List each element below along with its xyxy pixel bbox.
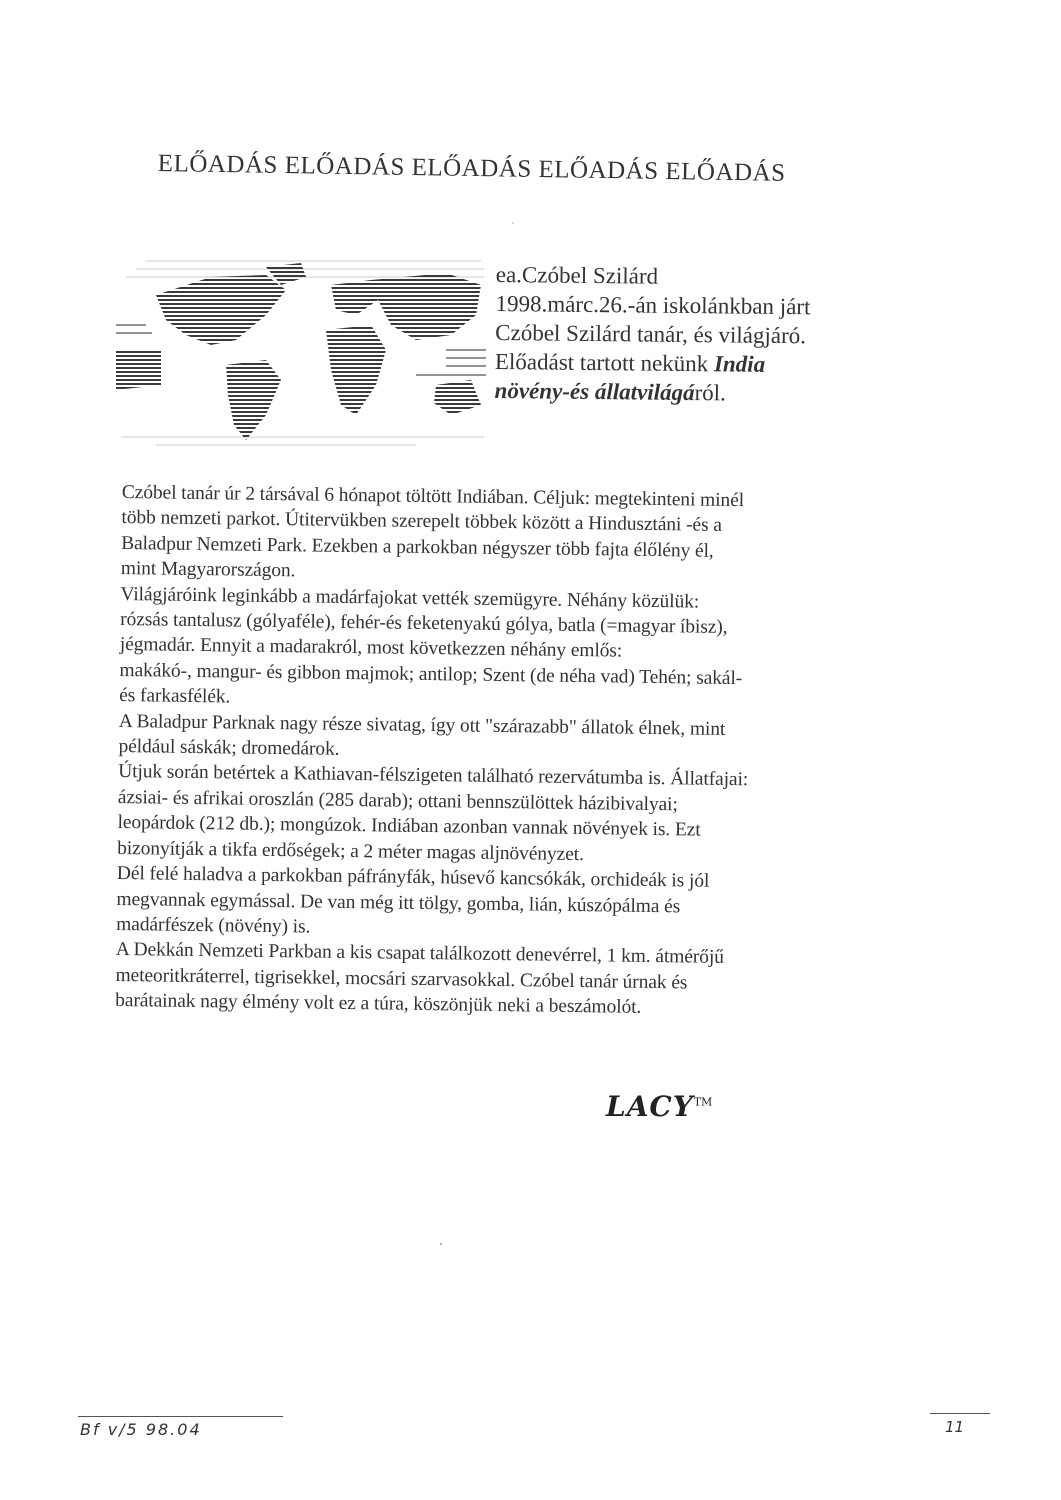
lecturer-line: ea.Czóbel Szilárd — [495, 261, 659, 289]
topic-highlight: India — [713, 351, 766, 377]
trademark-mark: TM — [693, 1095, 713, 1109]
body-line: például sáskák; dromedárok. — [118, 736, 340, 760]
body-line: megvannak egymással. De van még itt tölgy, gomba, lián, kúszópálma és — [116, 888, 681, 917]
body-line: leopárdok (212 db.); mongúzok. Indiában azonban vannak növények is. Ezt — [117, 812, 701, 841]
footer-rule — [78, 1416, 283, 1417]
author-signature — [606, 1090, 712, 1123]
body-line: rózsás tantalusz (gólyaféle), fehér-és feketenyakú gólya, batla (=magyar íbisz), — [120, 609, 728, 638]
article-body — [115, 480, 912, 1024]
body-line: ázsiai- és afrikai oroszlán (285 darab); ottani bennszülöttek házibivalyai; — [117, 786, 678, 816]
body-line: Baladpur Nemzeti Park. Ezekben a parkokban négyszer több fajta élőlény él, — [121, 532, 714, 562]
body-line: Világjáróink leginkább a madárfajokat vették szemügyre. Néhány közülük: — [120, 583, 700, 613]
body-line: mint Magyarországon. — [120, 558, 296, 582]
page-title: ELŐADÁS ELŐADÁS ELŐADÁS ELŐADÁS ELŐADÁS — [157, 150, 786, 187]
archive-note: Bf v/5 98.04 — [80, 1420, 202, 1439]
scan-speck — [440, 1243, 442, 1245]
body-line: madárfészek (növény) is. — [116, 913, 311, 938]
page-number: 11 — [945, 1418, 965, 1436]
intro-line — [494, 376, 914, 409]
body-line: bizonyítják a tikfa erdőségek; a 2 méter magas aljnövényzet. — [117, 837, 584, 865]
body-line: barátainak nagy élmény volt ez a túra, köszönjük neki a beszámolót. — [115, 990, 642, 1018]
body-line: Dél felé haladva a parkokban páfrányfák, húsevő kancsókák, orchideák is jól — [116, 863, 710, 892]
intro-text: ról. — [694, 380, 727, 406]
body-line: meteoritkráterrel, tigrisekkel, mocsári szarvasokkal. Czóbel tanár úrnak és — [115, 964, 688, 994]
body-line: és farkasfélék. — [119, 685, 231, 708]
body-line: Czóbel tanár úr 2 társával 6 hónapot töltött Indiában. Céljuk: megtekinteni minél — [121, 481, 745, 512]
scan-speck — [512, 222, 514, 224]
footer-rule — [930, 1413, 990, 1414]
intro-line — [495, 347, 915, 380]
body-line: több nemzeti parkot. Útitervükben szerepelt többek között a Hindusztáni -és a — [121, 507, 722, 537]
signature-name: LACY — [606, 1090, 694, 1123]
body-line: A Baladpur Parknak nagy része sivatag, így ott "szárazabb" állatok élnek, mint — [118, 710, 726, 740]
world-map-icon — [116, 255, 486, 450]
body-line: makákó-, mangur- és gibbon majmok; antilop; Szent (de néha vad) Tehén; sakál- — [119, 659, 743, 689]
body-line: jégmadár. Ennyit a madarakról, most következzen néhány emlős: — [119, 634, 623, 662]
date-line: 1998.márc.26.-án iskolánkban járt — [495, 290, 811, 320]
topic-highlight: növény-és állatvilágá — [494, 377, 695, 406]
body-line: Útjuk során betértek a Kathiavan-félszigeten található rezervátumba is. Állatfajai: — [118, 761, 749, 791]
lecture-intro — [494, 260, 915, 409]
body-line: A Dekkán Nemzeti Parkban a kis csapat találkozott denevérrel, 1 km. átmérőjű — [115, 939, 724, 969]
intro-text: Előadást tartott nekünk — [494, 348, 715, 377]
intro-line: Czóbel Szilárd tanár, és világjáró. — [495, 319, 807, 349]
